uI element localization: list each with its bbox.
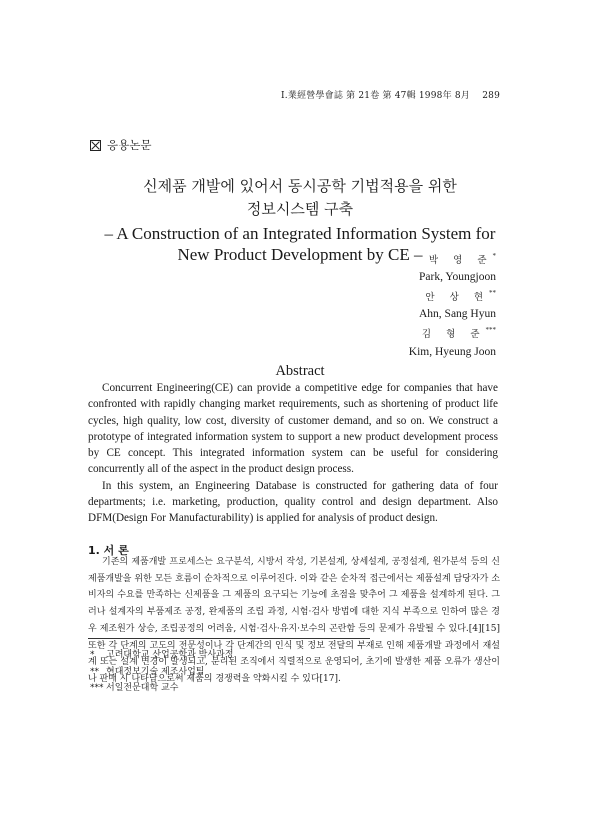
author-2-korean-name: 안 상 현 (425, 292, 489, 304)
abstract-paragraph-2: In this system, an Engineering Database is constructed for gathering data of four departments; i.e. marketing, production, quality control and design department. Also DFM(Design For Manufacturability) is applied for analysis of product design. (88, 479, 498, 525)
footnote-1-mark: * (90, 650, 95, 660)
author-1-korean-name: 박 영 준 (428, 254, 493, 266)
title-english-line-2: New Product Development by CE – (177, 245, 423, 264)
author-3 (409, 322, 496, 359)
footnote-divider (88, 638, 370, 639)
footnote-1 (90, 647, 233, 664)
footnote-2-text: 현대정보기술 제조사업팀 (106, 666, 205, 677)
footnote-3-text: 서일전문대학 교수 (106, 683, 179, 693)
boxed-x-icon (90, 140, 101, 151)
running-header (281, 88, 500, 101)
paper-title (0, 175, 600, 265)
author-2 (409, 285, 496, 322)
title-english-line-1: – A Construction of an Integrated Information System for (104, 224, 496, 243)
author-3-mark: *** (485, 326, 496, 335)
section-tag-label: 응용논문 (107, 138, 152, 152)
footnote-2-mark: ** (90, 666, 99, 677)
footnote-2 (90, 664, 233, 681)
abstract-body (88, 380, 498, 527)
page-number: 289 (482, 91, 500, 101)
author-1-english-name: Park, Youngjoon (418, 271, 496, 284)
abstract-paragraph-1: Concurrent Engineering(CE) can provide a competitive edge for companies that have confronted with rapidly changing market requirements, such as shortening of product life cycles, high quality, low cost, diversity of customer demand, and so on. We construct a prototype of integrated information system to support a new product development process by CE concept. This integrated information system can be useful for considering concurrently all of the aspect in the product design process. (88, 382, 498, 476)
introduction-paragraph-1: 기존의 제품개발 프로세스는 요구분석, 시방서 작성, 기본설계, 상세설계, 공정설계, 원가분석 등의 신제품개발을 위한 모든 흐름이 순차적으로 이루어진다. 이와 같은 순차적 접근에서는 제품설계 담당자가 소비자의 수요를 만족하는 신제품을 그 제품의 요구되는 기능에 초점을 맞추어 그 제품을 설계하게 된다. 그러나 설계자의 부품제조 공정, 완제품의 조립 과정, 시험·검사 방법에 대한 지식 부족으로 인하여 많은 경우 제조원가 상승, 조립공정의 어려움, 시험·검사·유지·보수의 곤란함 등의 문제가 유발될 수 있다.[4][15] 또한 각 단계의 고도의 전문성이나 각 단계간의 인식 및 정보 전달의 부재로 인해 제품개발 과정에서 재설계 또는 설계 변경이 발생되고, 분리된 조직에서 직렬적으로 운영되어, 초기에 발생한 제품 오류가 생산이나 판매 시 나타남으로써 제품의 경쟁력을 약화시킬 수 있다[17]. (88, 557, 500, 684)
author-1 (409, 248, 496, 285)
section-heading-introduction: 1. 서 론 (88, 544, 129, 557)
title-korean-line-1: 신제품 개발에 있어서 동시공학 기법적용을 위한 (143, 177, 457, 195)
title-korean-line-2: 정보시스템 구축 (246, 200, 354, 218)
journal-citation: I.業經營學會誌 第 21卷 第 47輯 1998年 8月 (281, 91, 470, 101)
author-3-korean-name: 김 형 준 (421, 329, 486, 341)
author-3-english-name: Kim, Hyeung Joon (408, 345, 496, 358)
abstract-heading: Abstract (275, 363, 325, 379)
footnote-3 (90, 680, 233, 697)
author-1-mark: * (492, 252, 496, 260)
footnotes (90, 647, 233, 697)
author-2-mark: ** (489, 289, 496, 298)
footnote-1-text: 고려대학교 산업공학과 박사과정 (106, 650, 234, 660)
author-2-english-name: Ahn, Sang Hyun (419, 308, 496, 321)
footnote-3-mark: *** (90, 683, 104, 693)
section-tag (90, 137, 151, 153)
author-list (409, 248, 496, 360)
